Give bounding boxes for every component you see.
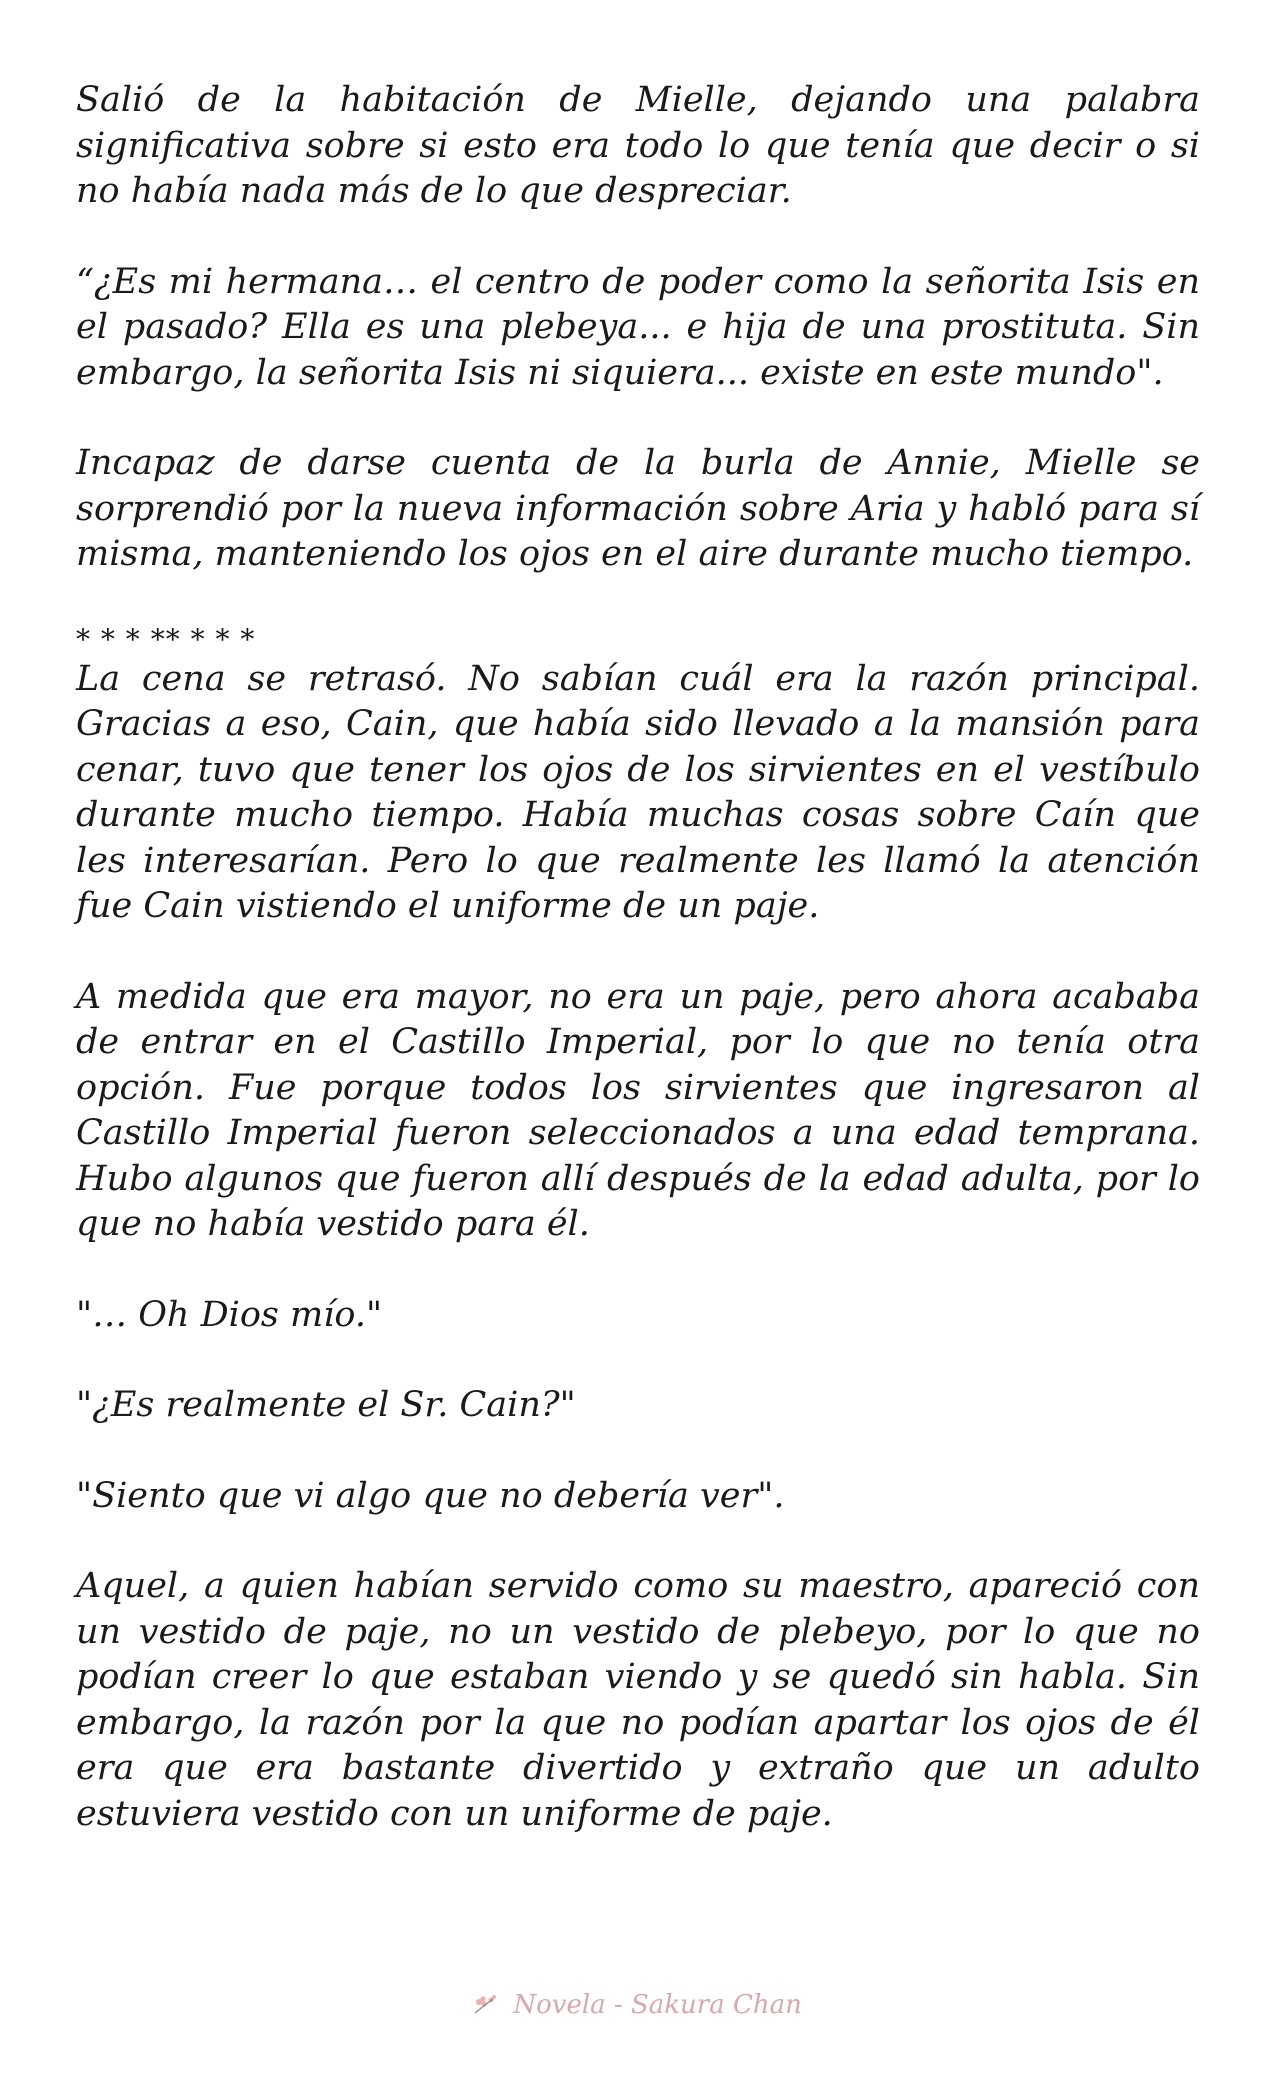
dialogue-line: "¿Es realmente el Sr. Cain?" [76, 1385, 576, 1425]
paragraph: La cena se retrasó. No sabían cuál era la razón principal. Gracias a eso, Cain, que había sido llevado a la mansión para cenar, tuvo que tener los ojos de los sirvientes en el vestíbulo durante mucho tiempo. Había muchas cosas sobre Caín que les interesarían. Pero lo que realmente les llamó la atención fue Cain vistiendo el uniforme de un paje. [76, 658, 1200, 926]
dialogue-line: "… Oh Dios mío." [76, 1294, 383, 1335]
watermark-footer [0, 1990, 1275, 2020]
paragraph: Salió de la habitación de Mielle, dejando una palabra significativa sobre si esto era todo lo que tenía que decir o si no había nada más de lo que despreciar. [76, 80, 1200, 211]
paragraph: A medida que era mayor, no era un paje, pero ahora acababa de entrar en el Castillo Imperial, por lo que no tenía otra opción. Fue porque todos los sirvientes que ingresaron al Castillo Imperial fueron seleccionados a una edad temprana. Hubo algunos que fueron allí después de la edad adulta, por lo que no había vestido para él. [76, 976, 1200, 1244]
story-text [76, 78, 1200, 1882]
paragraph: Incapaz de darse cuenta de la burla de Annie, Mielle se sorprendió por la nueva información sobre Aria y habló para sí misma, manteniendo los ojos en el aire durante mucho tiempo. [76, 443, 1200, 574]
watermark-text: Novela - Sakura Chan [513, 1990, 802, 2020]
cherry-blossom-icon [473, 1993, 499, 2015]
paragraph: “¿Es mi hermana… el centro de poder como la señorita Isis en el pasado? Ella es una plebeya... e hija de una prostituta. Sin embargo, la señorita Isis ni siquiera... existe en este mundo". [76, 261, 1200, 393]
dialogue-line: "Siento que vi algo que no debería ver". [76, 1475, 785, 1516]
scene-separator: * * * ** * * * [76, 622, 256, 656]
paragraph: Aquel, a quien habían servido como su maestro, apareció con un vestido de paje, no un vestido de plebeyo, por lo que no podían creer lo que estaban viendo y se quedó sin habla. Sin embargo, la razón por la que no podían apartar los ojos de él era que era bastante divertido y extraño que un adulto estuviera vestido con un uniforme de paje. [76, 1566, 1200, 1834]
